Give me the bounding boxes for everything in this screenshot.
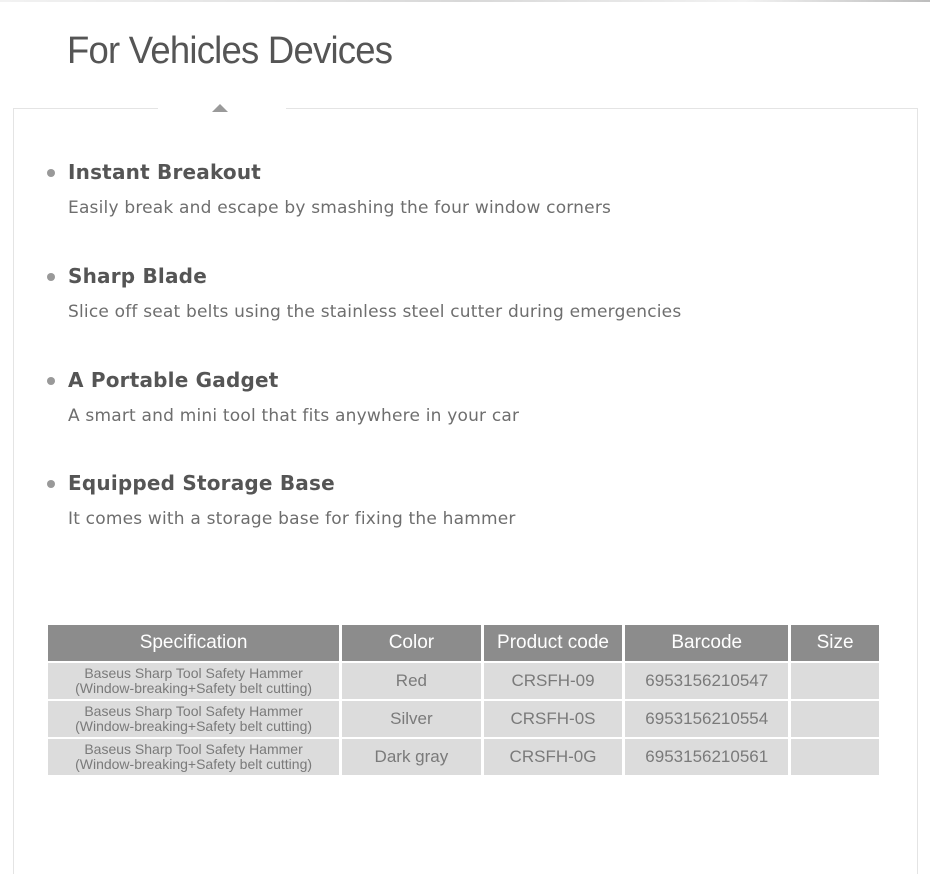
spec-line-2: (Window-breaking+Safety belt cutting) — [75, 718, 313, 734]
header-color: Color — [342, 625, 481, 661]
barcode-cell: 6953156210547 — [625, 663, 788, 699]
feature-title: A Portable Gadget — [68, 368, 279, 392]
table-row — [48, 663, 879, 699]
header-product-code: Product code — [484, 625, 623, 661]
header-barcode: Barcode — [625, 625, 788, 661]
header-specification: Specification — [48, 625, 339, 661]
spec-cell — [48, 663, 339, 699]
spec-line-1: Baseus Sharp Tool Safety Hammer — [84, 703, 303, 719]
spec-line-1: Baseus Sharp Tool Safety Hammer — [84, 665, 303, 681]
spec-cell — [48, 701, 339, 737]
spec-line-2: (Window-breaking+Safety belt cutting) — [75, 756, 313, 772]
size-cell — [791, 701, 879, 737]
feature-title: Instant Breakout — [68, 160, 262, 184]
table-header-row — [48, 625, 879, 661]
feature-title: Equipped Storage Base — [68, 471, 335, 495]
barcode-cell: 6953156210554 — [625, 701, 788, 737]
size-cell — [791, 739, 879, 775]
feature-description: Easily break and escape by smashing the four window corners — [68, 198, 612, 218]
top-divider — [0, 0, 930, 2]
table-row — [48, 701, 879, 737]
page-title: For Vehicles Devices — [67, 30, 393, 72]
table-row — [48, 739, 879, 775]
color-cell: Silver — [342, 701, 481, 737]
caret-up-icon — [212, 104, 228, 112]
feature-description: A smart and mini tool that fits anywhere in your car — [68, 406, 520, 426]
bullet-icon — [47, 273, 55, 281]
bullet-icon — [47, 169, 55, 177]
product-code-cell: CRSFH-0S — [484, 701, 623, 737]
feature-title: Sharp Blade — [68, 264, 207, 288]
specification-table — [45, 623, 882, 777]
color-cell: Red — [342, 663, 481, 699]
feature-description: Slice off seat belts using the stainless steel cutter during emergencies — [68, 302, 682, 322]
spec-line-1: Baseus Sharp Tool Safety Hammer — [84, 741, 303, 757]
color-cell: Dark gray — [342, 739, 481, 775]
bullet-icon — [47, 480, 55, 488]
spec-line-2: (Window-breaking+Safety belt cutting) — [75, 680, 313, 696]
barcode-cell: 6953156210561 — [625, 739, 788, 775]
bullet-icon — [47, 377, 55, 385]
size-cell — [791, 663, 879, 699]
feature-description: It comes with a storage base for fixing the hammer — [68, 509, 516, 529]
product-code-cell: CRSFH-09 — [484, 663, 623, 699]
header-size: Size — [791, 625, 879, 661]
product-code-cell: CRSFH-0G — [484, 739, 623, 775]
spec-cell — [48, 739, 339, 775]
